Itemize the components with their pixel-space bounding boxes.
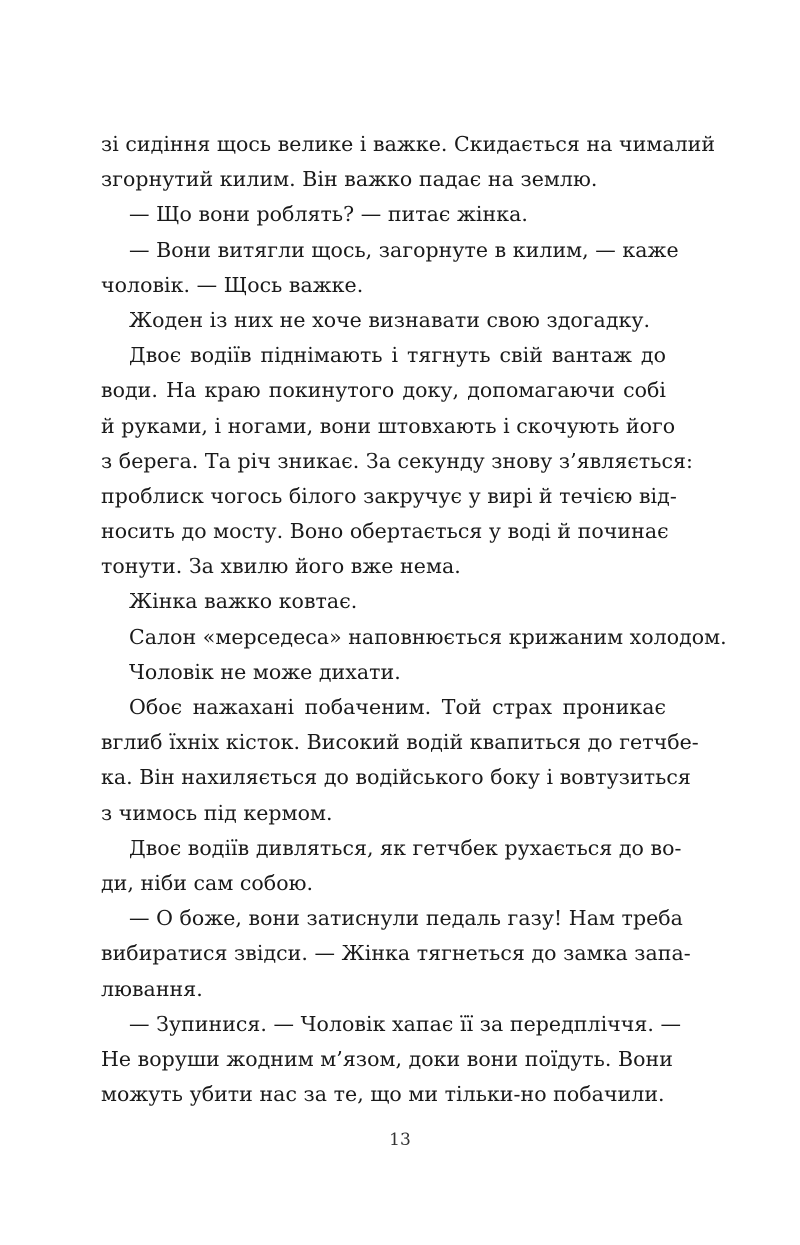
text-line: з чимось під кермом. [101,800,333,825]
text-line: Жоден із них не хоче визнавати свою здогадку. [129,307,651,332]
text-line: вглиб їхніх кісток. Високий водій квапиться до гетчбе- [101,730,699,755]
text-line: Двоє водіїв дивляться, як гетчбек рухається до во- [129,835,682,860]
text-line: й руками, і ногами, вони штовхають і скочують його [101,413,676,438]
text-line: Не воруши жодним м’язом, доки вони поїдуть. Вони [101,1046,673,1071]
text-line: ка. Він нахиляється до водійського боку і вовтузиться [101,765,691,790]
text-line: води. На краю покинутого доку, допомагаючи собі [101,378,666,403]
text-line: — О боже, вони затиснули педаль газу! Нам треба [129,906,683,931]
text-line: ди, ніби сам собою. [101,870,314,895]
text-line: — Зупинися. — Чоловік хапає її за передпліччя. — [129,1011,682,1036]
text-line: вибиратися звідси. — Жінка тягнеться до замка запа- [101,941,691,966]
text-line: Чоловік не може дихати. [129,659,401,684]
text-line: зі сидіння щось велике і важке. Скидається на чималий [101,132,716,156]
text-line: Салон «мерседеса» наповнюється крижаним холодом. [129,624,727,649]
text-line: — Вони витягли щось, загорнуте в килим, — каже [129,237,679,262]
text-line: можуть убити нас за те, що ми тільки-но побачили. [101,1082,665,1107]
text-line: чоловік. — Щось важке. [101,272,364,297]
text-line: Жінка важко ковтає. [129,589,358,614]
text-line: Обоє нажахані побаченим. Той страх проникає [129,695,666,719]
text-line: тонути. За хвилю його вже нема. [101,554,461,579]
text-line: з берега. Та річ зникає. За секунду знову з’являється: [101,448,693,473]
text-line: лювання. [101,976,203,1001]
page-number: 13 [389,1130,411,1150]
text-line: Двоє водіїв піднімають і тягнуть свій вантаж до [129,343,666,368]
text-line: згорнутий килим. Він важко падає на землю. [101,167,598,192]
text-line: — Що вони роблять? — питає жінка. [129,202,528,227]
text-line: проблиск чогось білого закручує у вирі й течією від- [101,483,677,508]
book-page-text [101,127,727,1112]
text-line: носить до мосту. Воно обертається у воді й починає [101,519,669,544]
